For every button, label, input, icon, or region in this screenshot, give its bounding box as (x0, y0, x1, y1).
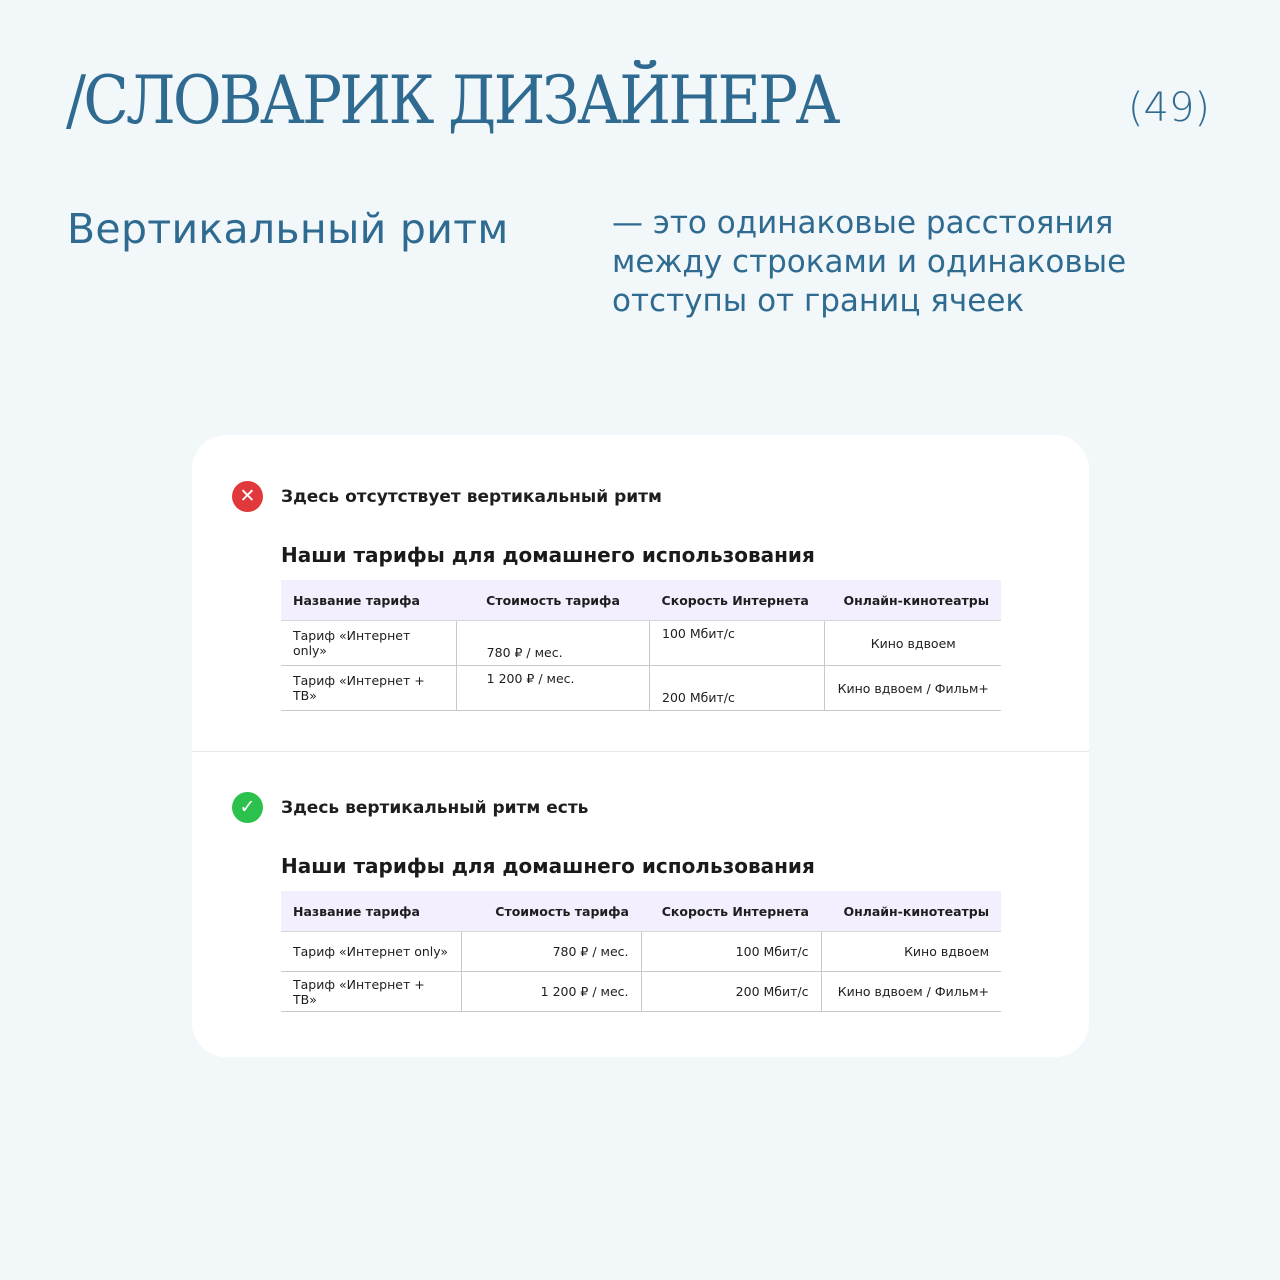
good-status-text: Здесь вертикальный ритм есть (281, 797, 589, 818)
table-header-row (281, 580, 1001, 621)
table-cell: Кино вдвоем / Фильм+ (821, 972, 1001, 1012)
table-cell: 200 Мбит/с (641, 972, 821, 1012)
page-title: /СЛОВАРИК ДИЗАЙНЕРА (66, 62, 838, 139)
table-cell: 100 Мбит/с (650, 621, 825, 666)
table-cell: Тариф «Интернет + ТВ» (281, 666, 456, 711)
term-heading: Вертикальный ритм (67, 205, 509, 253)
table-row (281, 666, 1001, 711)
column-header: Онлайн-кинотеатры (825, 580, 1001, 621)
table-cell: Тариф «Интернет only» (281, 621, 456, 666)
good-status (232, 792, 588, 823)
table-cell: 100 Мбит/с (641, 932, 821, 972)
check-icon: ✓ (232, 792, 263, 823)
example-card (192, 435, 1089, 1057)
table-cell: 780 ₽ / мес. (461, 932, 641, 972)
good-tariff-table (281, 891, 1001, 1012)
table-cell: 1 200 ₽ / мес. (461, 972, 641, 1012)
table-cell: Кино вдвоем / Фильм+ (825, 666, 1001, 711)
column-header: Название тарифа (281, 891, 461, 932)
term-definition: — это одинаковые расстояния между строками и одинаковые отступы от границ ячеек (612, 205, 1127, 319)
column-header: Стоимость тарифа (456, 580, 649, 621)
bad-status-text: Здесь отсутствует вертикальный ритм (281, 486, 662, 507)
column-header: Название тарифа (281, 580, 456, 621)
bad-status (232, 481, 662, 512)
table-row (281, 621, 1001, 666)
cross-icon: ✕ (232, 481, 263, 512)
table-cell: Кино вдвоем (825, 621, 1001, 666)
bad-example (192, 435, 1089, 752)
table-cell: Кино вдвоем (821, 932, 1001, 972)
table-row (281, 972, 1001, 1012)
table-cell: 200 Мбит/с (650, 666, 825, 711)
table-row (281, 932, 1001, 972)
bad-table-title: Наши тарифы для домашнего использования (281, 543, 815, 567)
column-header: Скорость Интернета (641, 891, 821, 932)
table-cell: Тариф «Интернет only» (281, 932, 461, 972)
table-cell: Тариф «Интернет + ТВ» (281, 972, 461, 1012)
issue-number: (49) (1127, 85, 1210, 131)
column-header: Скорость Интернета (650, 580, 825, 621)
bad-tariff-table (281, 580, 1001, 711)
good-table-title: Наши тарифы для домашнего использования (281, 854, 815, 878)
good-example (192, 752, 1089, 1057)
column-header: Стоимость тарифа (461, 891, 641, 932)
table-header-row (281, 891, 1001, 932)
table-cell: 780 ₽ / мес. (456, 621, 649, 666)
column-header: Онлайн-кинотеатры (821, 891, 1001, 932)
table-cell: 1 200 ₽ / мес. (456, 666, 649, 711)
